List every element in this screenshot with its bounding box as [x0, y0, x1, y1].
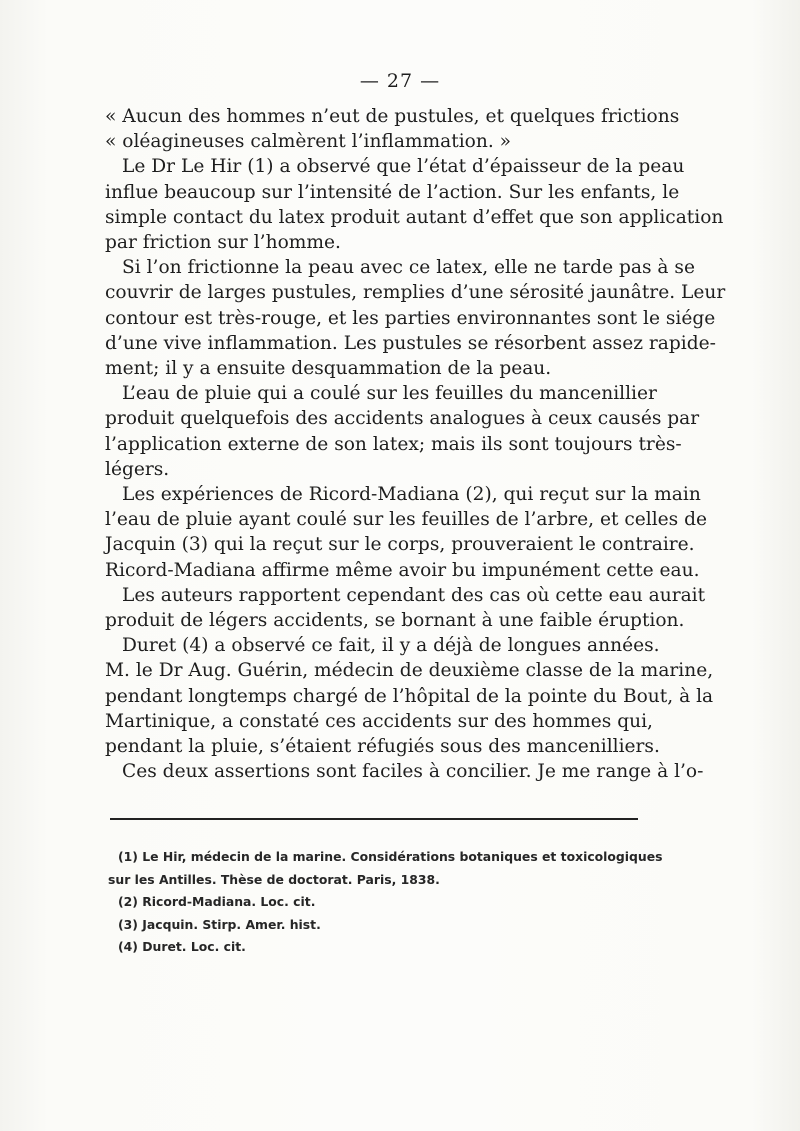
text-line: Les auteurs rapportent cependant des cas où cette eau aurait — [122, 584, 706, 606]
paragraph-6 — [105, 583, 706, 633]
text-line: Ricord-Madiana affirme même avoir bu impunément cette eau. — [105, 559, 700, 581]
text-line: d’une vive inflammation. Les pustules se résorbent assez rapide- — [105, 332, 716, 354]
text-line: pendant longtemps chargé de l’hôpital de la pointe du Bout, à la — [105, 685, 714, 707]
text-line: légers. — [105, 458, 170, 480]
text-line: ment; il y a ensuite desquammation de la peau. — [105, 358, 552, 380]
footnotes — [108, 846, 663, 959]
paragraph-5 — [105, 482, 708, 583]
page-number: — 27 — — [359, 70, 441, 92]
footnote-3: (3) Jacquin. Stirp. Amer. hist. — [118, 916, 321, 932]
paragraph-4 — [105, 381, 700, 482]
paragraph-1 — [105, 104, 680, 154]
text-line: « Aucun des hommes n’eut de pustules, et quelques frictions — [105, 106, 680, 127]
paragraph-7 — [105, 633, 714, 759]
text-line: l’eau de pluie ayant coulé sur les feuilles de l’arbre, et celles de — [105, 509, 708, 531]
footnote-4: (4) Duret. Loc. cit. — [118, 939, 246, 954]
paragraph-2 — [105, 154, 724, 255]
text-line: Le Dr Le Hir (1) a observé que l’état d’épaisseur de la peau — [122, 156, 685, 178]
text-line: « oléagineuses calmèrent l’inflammation. » — [105, 131, 512, 153]
text-line: Duret (4) a observé ce fait, il y a déjà de longues années. — [122, 635, 660, 657]
text-line: couvrir de larges pustules, remplies d’une sérosité jaunâtre. Leur — [105, 282, 726, 304]
text-line: produit de légers accidents, se bornant à une faible éruption. — [105, 610, 685, 632]
text-line: M. le Dr Aug. Guérin, médecin de deuxième classe de la marine, — [105, 660, 714, 682]
paragraph-8 — [105, 759, 704, 784]
text-line: par friction sur l’homme. — [105, 232, 341, 254]
text-line: l’application externe de son latex; mais ils sont toujours très- — [105, 433, 682, 455]
text-line: simple contact du latex produit autant d’effet que son application — [105, 206, 724, 228]
text-line: produit quelquefois des accidents analogues à ceux causés par — [105, 408, 700, 430]
text-line: influe beaucoup sur l’intensité de l’action. Sur les enfants, le — [105, 181, 680, 203]
paragraph-3 — [105, 255, 726, 381]
footnote-divider — [110, 818, 638, 820]
footnote-2: (2) Ricord-Madiana. Loc. cit. — [118, 894, 316, 909]
text-line: contour est très-rouge, et les parties environnantes sont le siége — [105, 307, 716, 329]
footnote-1-line: (1) Le Hir, médecin de la marine. Considérations botaniques et toxicologiques — [118, 849, 663, 864]
footnote-1-line: sur les Antilles. Thèse de doctorat. Paris, 1838. — [108, 871, 440, 887]
text-line: Les expériences de Ricord-Madiana (2), qui reçut sur la main — [122, 484, 701, 506]
body-text — [105, 104, 726, 784]
text-line: Martinique, a constaté ces accidents sur des hommes qui, — [105, 710, 653, 732]
text-line: Si l’on frictionne la peau avec ce latex, elle ne tarde pas à se — [122, 257, 695, 279]
text-line: L’eau de pluie qui a coulé sur les feuilles du mancenillier — [122, 383, 657, 405]
text-line: Ces deux assertions sont faciles à concilier. Je me range à l’o- — [122, 761, 704, 783]
text-line: pendant la pluie, s’étaient réfugiés sous des mancenilliers. — [105, 736, 660, 758]
text-line: Jacquin (3) qui la reçut sur le corps, prouveraient le contraire. — [105, 534, 695, 556]
